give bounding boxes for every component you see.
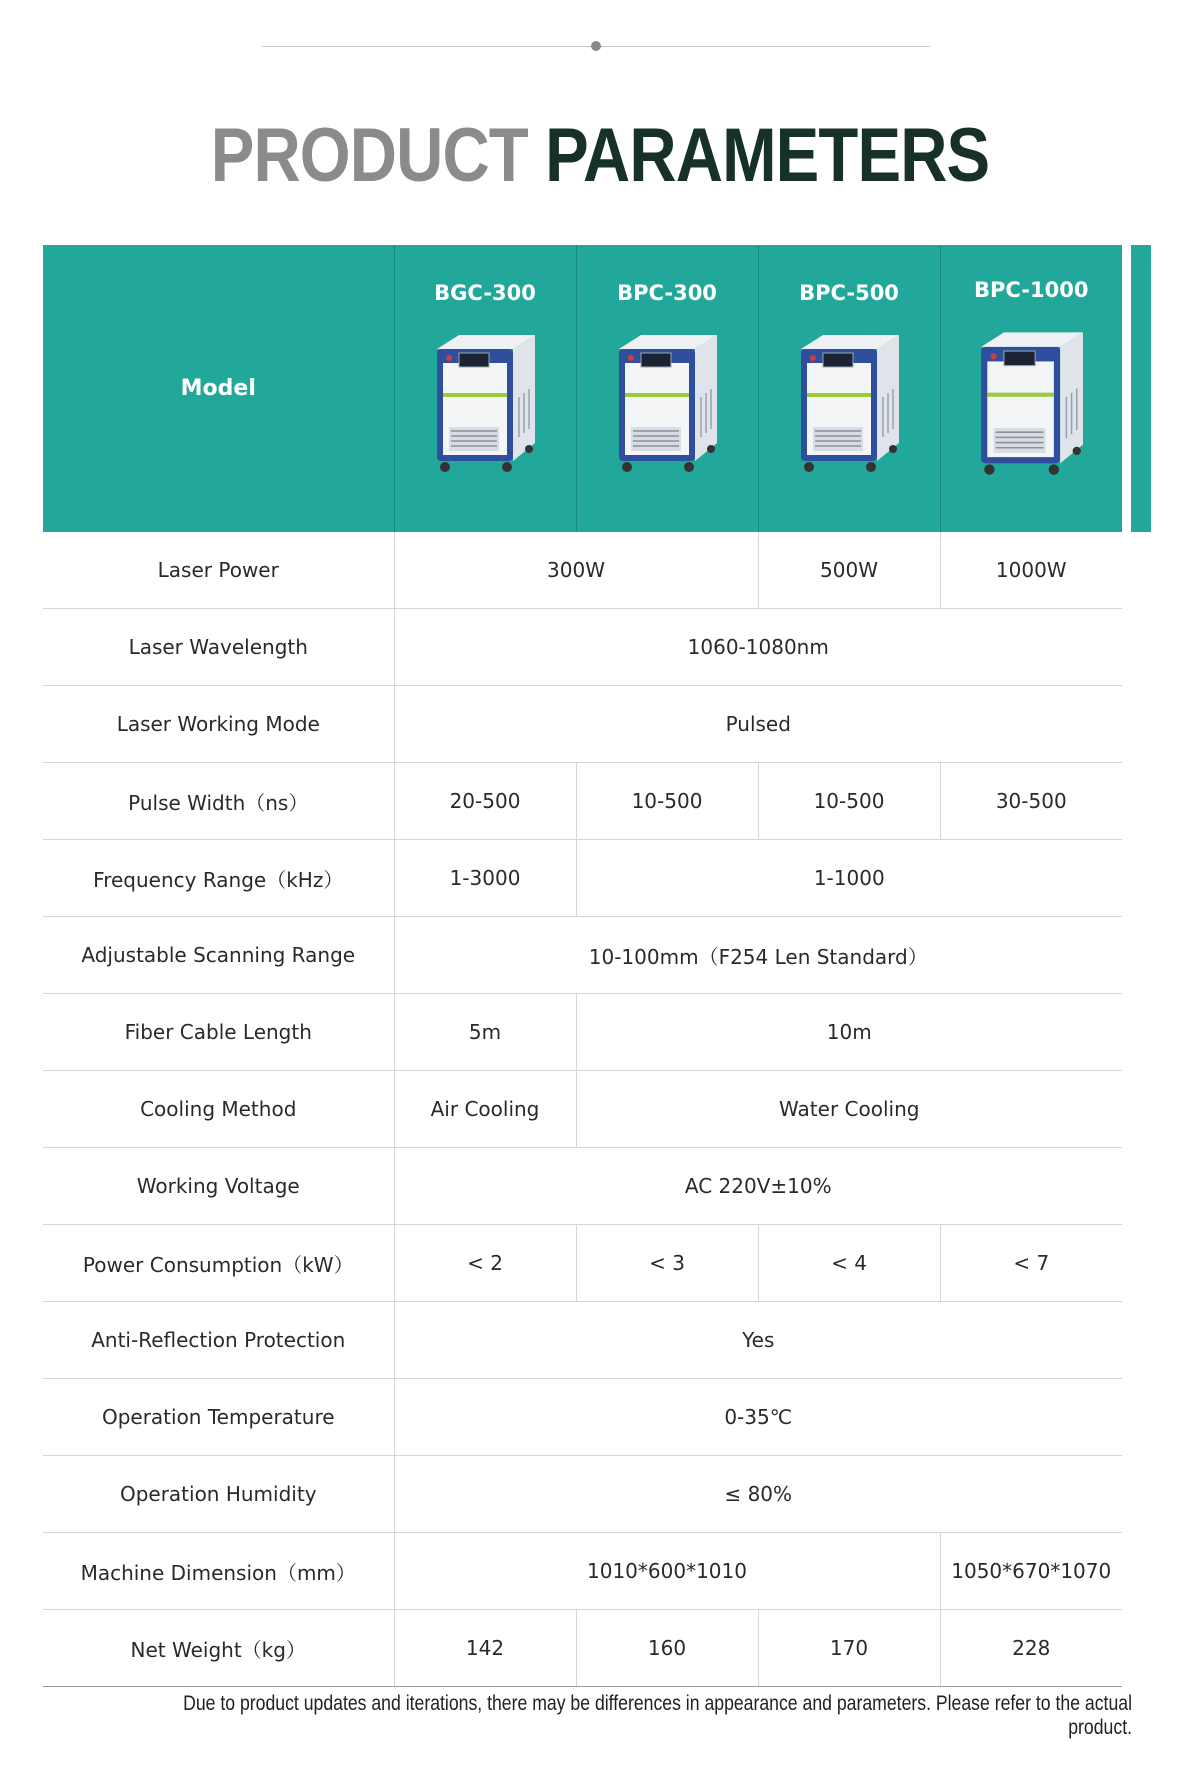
- table-row: [43, 994, 1122, 1071]
- header-band-extension: [1131, 245, 1151, 532]
- parameter-label: Power Consumption（kW）: [43, 1225, 394, 1302]
- parameter-label: Fiber Cable Length: [43, 994, 394, 1071]
- parameter-value: 170: [758, 1610, 940, 1687]
- parameter-label: Laser Working Mode: [43, 686, 394, 763]
- table-row: [43, 1610, 1122, 1687]
- parameter-value: 10m: [576, 994, 1122, 1071]
- parameter-value: 300W: [394, 532, 758, 609]
- page-title: [84, 112, 1116, 200]
- parameter-label: Pulse Width（ns）: [43, 763, 394, 840]
- title-part-parameters: PARAMETERS: [545, 113, 990, 198]
- divider-dot: [591, 41, 601, 51]
- parameter-value: 10-500: [758, 763, 940, 840]
- parameter-value: 20-500: [394, 763, 576, 840]
- parameter-label: Anti-Reflection Protection: [43, 1302, 394, 1379]
- model-name: BPC-1000: [974, 277, 1089, 302]
- footnote: Due to product updates and iterations, there may be differences in appearance and parameters. Please refer to the actual product.: [183, 1692, 1132, 1739]
- parameter-value: 0-35℃: [394, 1379, 1122, 1456]
- table-row: [43, 1533, 1122, 1610]
- model-name: BPC-500: [799, 280, 899, 305]
- table-row: [43, 763, 1122, 840]
- model-column: [758, 245, 940, 532]
- parameter-value: Air Cooling: [394, 1071, 576, 1148]
- parameter-value: < 4: [758, 1225, 940, 1302]
- parameters-body: [43, 532, 1122, 1687]
- parameter-label: Laser Power: [43, 532, 394, 609]
- parameter-value: 30-500: [940, 763, 1122, 840]
- parameter-value: < 3: [576, 1225, 758, 1302]
- table-row: [43, 1302, 1122, 1379]
- table-row: [43, 1071, 1122, 1148]
- parameter-value: Yes: [394, 1302, 1122, 1379]
- table-row: [43, 917, 1122, 994]
- parameter-label: Cooling Method: [43, 1071, 394, 1148]
- model-column: [940, 245, 1122, 532]
- model-column: [394, 245, 576, 532]
- parameter-value: < 2: [394, 1225, 576, 1302]
- parameter-label: Operation Humidity: [43, 1456, 394, 1533]
- title-part-product: PRODUCT: [210, 113, 528, 198]
- parameter-value: 1-1000: [576, 840, 1122, 917]
- table-row: [43, 1379, 1122, 1456]
- parameter-value: 5m: [394, 994, 576, 1071]
- parameter-label: Net Weight（kg）: [43, 1610, 394, 1687]
- parameter-value: 1010*600*1010: [394, 1533, 940, 1610]
- model-name: BPC-300: [617, 280, 717, 305]
- parameter-label: Adjustable Scanning Range: [43, 917, 394, 994]
- model-column: [576, 245, 758, 532]
- model-label: Model: [180, 376, 256, 401]
- parameter-label: Operation Temperature: [43, 1379, 394, 1456]
- parameter-value: 1-3000: [394, 840, 576, 917]
- parameters-table: [43, 245, 1122, 1687]
- parameter-value: 160: [576, 1610, 758, 1687]
- parameter-value: 1050*670*1070: [940, 1533, 1122, 1610]
- parameter-value: Water Cooling: [576, 1071, 1122, 1148]
- parameter-value: 228: [940, 1610, 1122, 1687]
- table-row: [43, 686, 1122, 763]
- parameter-value: 500W: [758, 532, 940, 609]
- parameter-value: Pulsed: [394, 686, 1122, 763]
- model-label-cell: [43, 245, 394, 532]
- laser-machine-icon: [793, 327, 905, 477]
- laser-machine-icon: [971, 324, 1091, 480]
- parameter-label: Machine Dimension（mm）: [43, 1533, 394, 1610]
- laser-machine-icon: [429, 327, 541, 477]
- table-row: [43, 1148, 1122, 1225]
- table-row: [43, 840, 1122, 917]
- table-row: [43, 1456, 1122, 1533]
- parameter-label: Frequency Range（kHz）: [43, 840, 394, 917]
- model-header-row: [43, 245, 1122, 532]
- parameter-value: AC 220V±10%: [394, 1148, 1122, 1225]
- parameter-value: < 7: [940, 1225, 1122, 1302]
- parameter-value: ≤ 80%: [394, 1456, 1122, 1533]
- parameter-value: 142: [394, 1610, 576, 1687]
- table-row: [43, 532, 1122, 609]
- parameter-value: 1060-1080nm: [394, 609, 1122, 686]
- parameter-label: Laser Wavelength: [43, 609, 394, 686]
- laser-machine-icon: [611, 327, 723, 477]
- parameter-value: 1000W: [940, 532, 1122, 609]
- table-row: [43, 1225, 1122, 1302]
- table-row: [43, 609, 1122, 686]
- parameter-value: 10-500: [576, 763, 758, 840]
- parameter-label: Working Voltage: [43, 1148, 394, 1225]
- model-name: BGC-300: [434, 280, 536, 305]
- parameter-value: 10-100mm（F254 Len Standard）: [394, 917, 1122, 994]
